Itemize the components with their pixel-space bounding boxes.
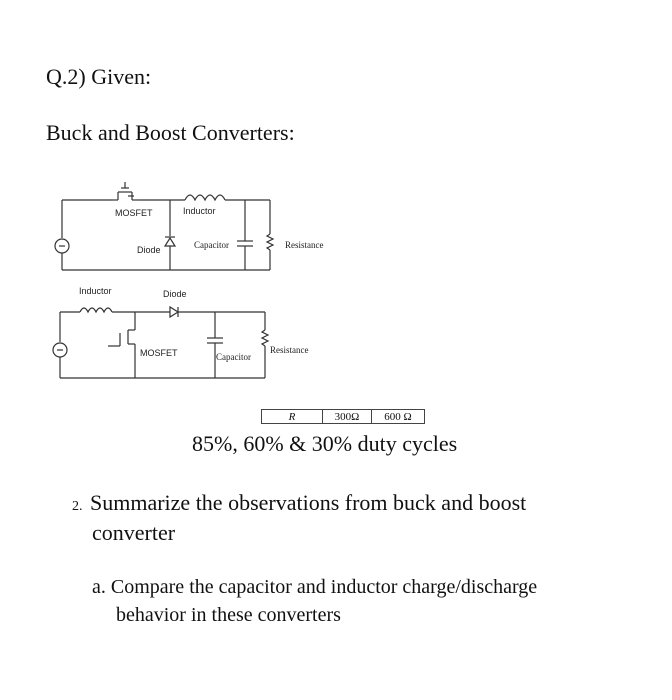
- boost-resistor-symbol: [262, 330, 268, 346]
- boost-circuit: [53, 307, 268, 378]
- item-2-line-1: [72, 488, 632, 522]
- resistance-table: [261, 409, 425, 424]
- item-2-number: 2.: [72, 499, 83, 514]
- resistance-value-cell: 600 Ω: [372, 410, 425, 424]
- boost-resistance-label: Resistance: [270, 345, 309, 355]
- buck-capacitor-label: Capacitor: [194, 240, 229, 250]
- resistance-label-cell: R: [262, 410, 323, 424]
- buck-diode-symbol: [165, 238, 175, 246]
- buck-diode-label: Diode: [137, 245, 161, 255]
- boost-inductor-label: Inductor: [79, 286, 112, 296]
- circuit-diagrams: [0, 170, 672, 390]
- item-a-line-2: behavior in these converters: [116, 604, 341, 626]
- boost-inductor-symbol: [80, 308, 112, 312]
- buck-inductor-symbol: [185, 195, 225, 200]
- boost-mosfet-label: MOSFET: [140, 348, 178, 358]
- buck-circuit: [55, 182, 273, 270]
- duty-cycles-text: 85%, 60% & 30% duty cycles: [192, 431, 458, 456]
- boost-mosfet-symbol: [108, 330, 135, 346]
- question-title: Q.2) Given:: [46, 64, 152, 89]
- table-row: [262, 410, 425, 424]
- item-2-line-2: converter: [92, 520, 176, 545]
- buck-mosfet-label: MOSFET: [115, 208, 153, 218]
- buck-mosfet-symbol: [112, 182, 138, 200]
- boost-diode-label: Diode: [163, 289, 187, 299]
- buck-resistor-symbol: [267, 234, 273, 250]
- item-a-line-1: a. Compare the capacitor and inductor charge/discharge: [92, 576, 538, 598]
- item-2-text: Summarize the observations from buck and boost: [90, 490, 527, 515]
- buck-resistance-label: Resistance: [285, 240, 324, 250]
- resistance-value-cell: 300Ω: [323, 410, 372, 424]
- boost-diode-symbol: [170, 307, 178, 317]
- buck-inductor-label: Inductor: [183, 206, 216, 216]
- section-heading: Buck and Boost Converters:: [46, 120, 295, 145]
- boost-capacitor-label: Capacitor: [216, 352, 251, 362]
